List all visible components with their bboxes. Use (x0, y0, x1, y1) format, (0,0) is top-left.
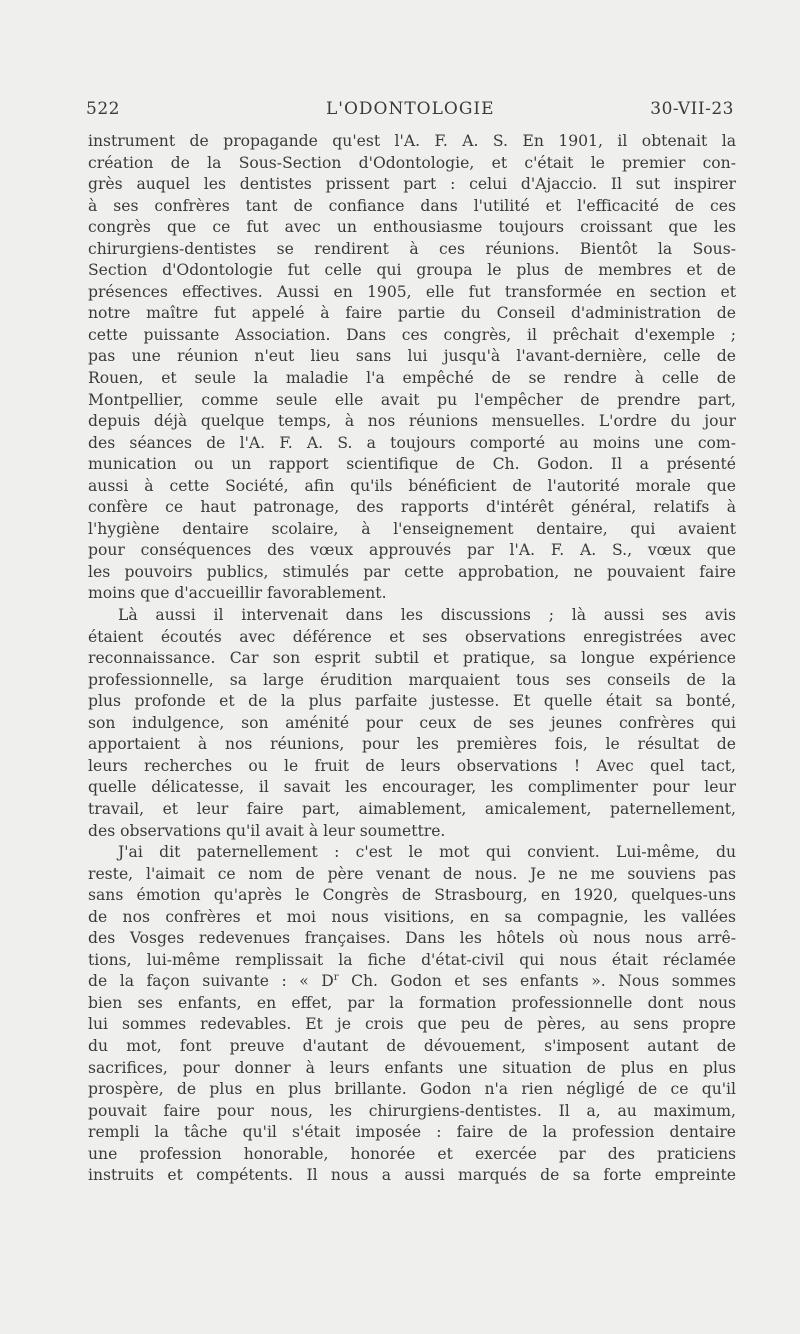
text-line: Montpellier, comme seule elle avait pu l'empêcher de prendre part, (88, 390, 736, 409)
text-line: prospère, de plus en plus brillante. Godon n'a rien négligé de ce qu'il (88, 1080, 736, 1099)
text-line: Section d'Odontologie fut celle qui groupa le plus de membres et de (88, 261, 736, 280)
text-line: à ses confrères tant de confiance dans l'utilité et l'efficacité de ces (88, 196, 736, 215)
paragraph-start-line: Là aussi il intervenait dans les discussions ; là aussi ses avis (118, 606, 736, 625)
text-line: du mot, font preuve d'autant de dévouement, s'imposent autant de (88, 1036, 736, 1055)
text-line: munication ou un rapport scientifique de Ch. Godon. Il a présenté (88, 455, 736, 474)
text-line: notre maître fut appelé à faire partie du Conseil d'administration de (88, 304, 736, 323)
text-line: pouvait faire pour nous, les chirurgiens-dentistes. Il a, au maximum, (88, 1101, 736, 1120)
text-line: l'hygiène dentaire scolaire, à l'enseignement dentaire, qui avaient (88, 519, 736, 538)
text-line: sacrifices, pour donner à leurs enfants une situation de plus en plus (88, 1058, 736, 1077)
text-line: leurs recherches ou le fruit de leurs observations ! Avec quel tact, (88, 756, 736, 775)
text-line: rempli la tâche qu'il s'était imposée : faire de la profession dentaire (88, 1123, 736, 1142)
text-line: des Vosges redevenues françaises. Dans les hôtels où nous nous arrê- (88, 929, 736, 948)
text-line: pas une réunion n'eut lieu sans lui jusqu'à l'avant-dernière, celle de (88, 347, 736, 366)
line-start-text: de la façon suivante : « D (88, 972, 334, 991)
text-line: professionnelle, sa large érudition marquaient tous ses conseils de la (88, 670, 736, 689)
text-line: Rouen, et seule la maladie l'a empêché de se rendre à celle de (88, 369, 736, 388)
text-line: une profession honorable, honorée et exercée par des praticiens (88, 1144, 736, 1163)
text-line: tions, lui-même remplissait la fiche d'état-civil qui nous était réclamée (88, 950, 736, 969)
text-line: congrès que ce fut avec un enthousiasme toujours croissant que les (88, 218, 736, 237)
text-line: instruits et compétents. Il nous a aussi marqués de sa forte empreinte (88, 1166, 736, 1185)
page-number: 522 (86, 99, 120, 119)
text-line: son indulgence, son aménité pour ceux de ses jeunes confrères qui (88, 713, 736, 732)
text-line: instrument de propagande qu'est l'A. F. A. S. En 1901, il obtenait la (88, 132, 736, 150)
text-line: lui sommes redevables. Et je crois que peu de pères, au sens propre (88, 1015, 736, 1034)
text-line: reste, l'aimait ce nom de père venant de nous. Je ne me souviens pas (88, 864, 736, 883)
text-line: des séances de l'A. F. A. S. a toujours comporté au moins une com- (88, 433, 736, 452)
text-line: quelle délicatesse, il savait les encourager, les complimenter pour leur (88, 778, 736, 797)
paragraph-end-line: des observations qu'il avait à leur soumettre. (88, 821, 446, 840)
text-line: grès auquel les dentistes prissent part : celui d'Ajaccio. Il sut inspirer (88, 175, 736, 194)
running-head (86, 99, 734, 123)
text-line: sans émotion qu'après le Congrès de Strasbourg, en 1920, quelques-uns (88, 886, 736, 905)
text-line: pour conséquences des vœux approuvés par l'A. F. A. S., vœux que (88, 541, 736, 560)
journal-title: L'ODONTOLOGIE (326, 99, 495, 119)
text-line: chirurgiens-dentistes se rendirent à ces réunions. Bientôt la Sous- (88, 239, 736, 258)
text-line: les pouvoirs publics, stimulés par cette approbation, ne pouvaient faire (88, 562, 736, 581)
text-line: travail, et leur faire part, aimablement, amicalement, paternellement, (88, 799, 736, 818)
text-line: apportaient à nos réunions, pour les premières fois, le résultat de (88, 735, 736, 754)
text-line: reconnaissance. Car son esprit subtil et pratique, sa longue expérience (88, 649, 736, 668)
text-line: plus profonde et de la plus parfaite justesse. Et quelle était sa bonté, (88, 692, 736, 711)
body-text (88, 131, 736, 1187)
line-continuation-text: Ch. Godon et ses enfants ». Nous sommes (338, 972, 736, 991)
text-line: de nos confrères et moi nous visitions, en sa compagnie, les vallées (88, 907, 736, 926)
text-line: cette puissante Association. Dans ces congrès, il prêchait d'exemple ; (88, 325, 736, 344)
text-line: bien ses enfants, en effet, par la formation professionnelle dont nous (88, 993, 736, 1012)
text-line: depuis déjà quelque temps, à nos réunions mensuelles. L'ordre du jour (88, 412, 736, 431)
superscript-r: r (333, 972, 339, 984)
text-line: présences effectives. Aussi en 1905, elle fut transformée en section et (88, 282, 736, 301)
text-line (88, 971, 736, 993)
text-line: aussi à cette Société, afin qu'ils bénéficient de l'autorité morale que (88, 476, 736, 495)
paragraph-end-line: moins que d'accueillir favorablement. (88, 584, 387, 603)
text-line: création de la Sous-Section d'Odontologie, et c'était le premier con- (88, 153, 736, 172)
paragraph-start-line: J'ai dit paternellement : c'est le mot qui convient. Lui-même, du (118, 843, 736, 862)
text-line: étaient écoutés avec déférence et ses observations enregistrées avec (88, 627, 736, 646)
issue-date: 30-VII-23 (650, 99, 734, 119)
text-line: confère ce haut patronage, des rapports d'intérêt général, relatifs à (88, 498, 736, 517)
